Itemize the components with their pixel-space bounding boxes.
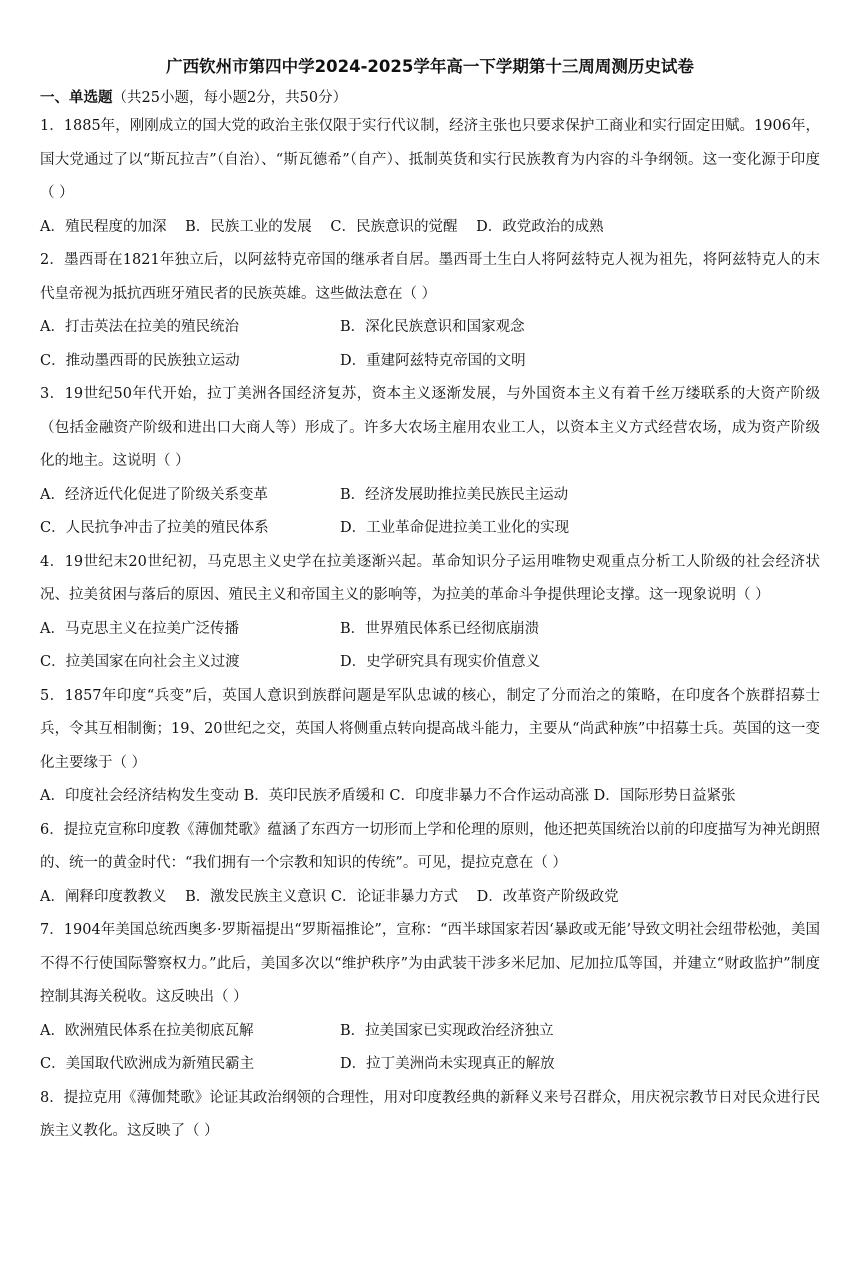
option-5a[interactable]: A．印度社会经济结构发生变动 xyxy=(40,788,239,804)
option-6c[interactable]: C．论证非暴力方式 xyxy=(330,888,458,905)
options-1 xyxy=(40,211,820,245)
option-2d[interactable]: D．重建阿兹特克帝国的文明 xyxy=(340,352,526,369)
section-note: （共25小题，每小题2分，共50分） xyxy=(112,90,348,106)
question-5: 5．1857年印度“兵变”后，英国人意识到族群问题是军队忠诚的核心，制定了分而治之的策略，在印度各个族群招募士兵，令其互相制衡；19、20世纪之交，英国人将侧重点转向提高战斗能力，主要从“尚武种族”中招募士兵。英国的这一变化主要缘于（ ） xyxy=(40,687,820,771)
option-3b[interactable]: B．经济发展助推拉美民族民主运动 xyxy=(340,486,569,503)
option-4a[interactable]: A．马克思主义在拉美广泛传播 xyxy=(40,620,239,637)
option-1b[interactable]: B．民族工业的发展 xyxy=(185,218,312,235)
options-7-row-1 xyxy=(40,1015,820,1049)
option-7d[interactable]: D．拉丁美洲尚未实现真正的解放 xyxy=(340,1056,555,1072)
options-6 xyxy=(40,881,820,915)
options-3-row-1 xyxy=(40,479,820,513)
option-1d[interactable]: D．政党政治的成熟 xyxy=(476,218,604,235)
option-4d[interactable]: D．史学研究具有现实价值意义 xyxy=(340,654,541,670)
question-4: 4．19世纪末20世纪初，马克思主义史学在拉美逐渐兴起。革命知识分子运用唯物史观重点分析工人阶级的社会经济状况、拉美贫困与落后的原因、殖民主义和帝国主义的影响等，为拉美的革命斗争提供理论支撑。这一现象说明（ ） xyxy=(40,553,820,603)
page-title: 广西钦州市第四中学2024-2025学年高一下学期第十三周周测历史试卷 xyxy=(166,57,694,76)
section-label: 一、单选题 xyxy=(40,90,113,106)
option-5c[interactable]: C．印度非暴力不合作运动高涨 xyxy=(389,788,589,804)
option-5d[interactable]: D．国际形势日益紧张 xyxy=(593,788,736,804)
option-1c[interactable]: C．民族意识的觉醒 xyxy=(330,218,458,235)
options-3-row-2 xyxy=(40,512,820,546)
question-7: 7．1904年美国总统西奥多·罗斯福提出“罗斯福推论”，宣称：“西半球国家若因‘暴政或无能’导致文明社会纽带松弛，美国不得不行使国际警察权力。”此后，美国多次以“维护秩序”为由武装干涉多米尼加、尼加拉瓜等国，并建立“财政监护”制度控制其海关税收。这反映出（ ） xyxy=(40,922,820,1005)
question-1: 1．1885年，刚刚成立的国大党的政治主张仅限于实行代议制，经济主张也只要求保护工商业和实行固定田赋。1906年，国大党通过了以“斯瓦拉吉”（自治）、“斯瓦德希”（自产）、抵制英货和实行民族教育为内容的斗争纲领。这一变化源于印度（ ） xyxy=(40,118,820,201)
option-6d[interactable]: D．改革资产阶级政党 xyxy=(476,888,619,905)
section-heading xyxy=(40,86,820,110)
question-3: 3．19世纪50年代开始，拉丁美洲各国经济复苏，资本主义逐渐发展，与外国资本主义有着千丝万缕联系的大资产阶级（包括金融资产阶级和进出口大商人等）形成了。许多大农场主雇用农业工人，以资本主义方式经营农场，成为资产阶级化的地主。这说明（ ） xyxy=(40,386,820,469)
option-5b[interactable]: B．英印民族矛盾缓和 xyxy=(243,788,385,804)
question-2: 2．墨西哥在1821年独立后，以阿兹特克帝国的继承者自居。墨西哥土生白人将阿兹特克人视为祖先，将阿兹特克人的末代皇帝视为抵抗西班牙殖民者的民族英雄。这些做法意在（ ） xyxy=(40,252,820,302)
question-8: 8．提拉克用《薄伽梵歌》论证其政治纲领的合理性，用对印度教经典的新释义来号召群众，用庆祝宗教节日对民众进行民族主义教化。这反映了（ ） xyxy=(40,1089,820,1139)
option-7a[interactable]: A．欧洲殖民体系在拉美彻底瓦解 xyxy=(40,1022,254,1039)
options-4-row-2 xyxy=(40,646,820,680)
option-3c[interactable]: C．人民抗争冲击了拉美的殖民体系 xyxy=(40,520,269,536)
options-5 xyxy=(40,780,820,814)
options-2-row-2 xyxy=(40,345,820,379)
options-2-row-1 xyxy=(40,311,820,345)
option-2a[interactable]: A．打击英法在拉美的殖民统治 xyxy=(40,319,239,335)
option-2b[interactable]: B．深化民族意识和国家观念 xyxy=(340,319,525,335)
option-4b[interactable]: B．世界殖民体系已经彻底崩溃 xyxy=(340,620,540,637)
options-7-row-2 xyxy=(40,1048,820,1082)
option-2c[interactable]: C．推动墨西哥的民族独立运动 xyxy=(40,352,240,369)
option-6b[interactable]: B．激发民族主义意识 xyxy=(185,888,327,905)
options-4-row-1 xyxy=(40,613,820,647)
option-7c[interactable]: C．美国取代欧洲成为新殖民霸主 xyxy=(40,1056,255,1072)
option-3a[interactable]: A．经济近代化促进了阶级关系变革 xyxy=(40,486,268,503)
option-7b[interactable]: B．拉美国家已实现政治经济独立 xyxy=(340,1022,554,1039)
option-3d[interactable]: D．工业革命促进拉美工业化的实现 xyxy=(340,520,570,536)
option-6a[interactable]: A．阐释印度教教义 xyxy=(40,888,167,905)
question-6: 6．提拉克宣称印度教《薄伽梵歌》蕴涵了东西方一切形而上学和伦理的原则，他还把英国统治以前的印度描写为神光朗照的、统一的黄金时代：“我们拥有一个宗教和知识的传统”。可见，提拉克意在（ ） xyxy=(40,821,820,871)
option-1a[interactable]: A．殖民程度的加深 xyxy=(40,218,167,235)
option-4c[interactable]: C．拉美国家在向社会主义过渡 xyxy=(40,654,240,670)
exam-page xyxy=(0,54,860,1270)
